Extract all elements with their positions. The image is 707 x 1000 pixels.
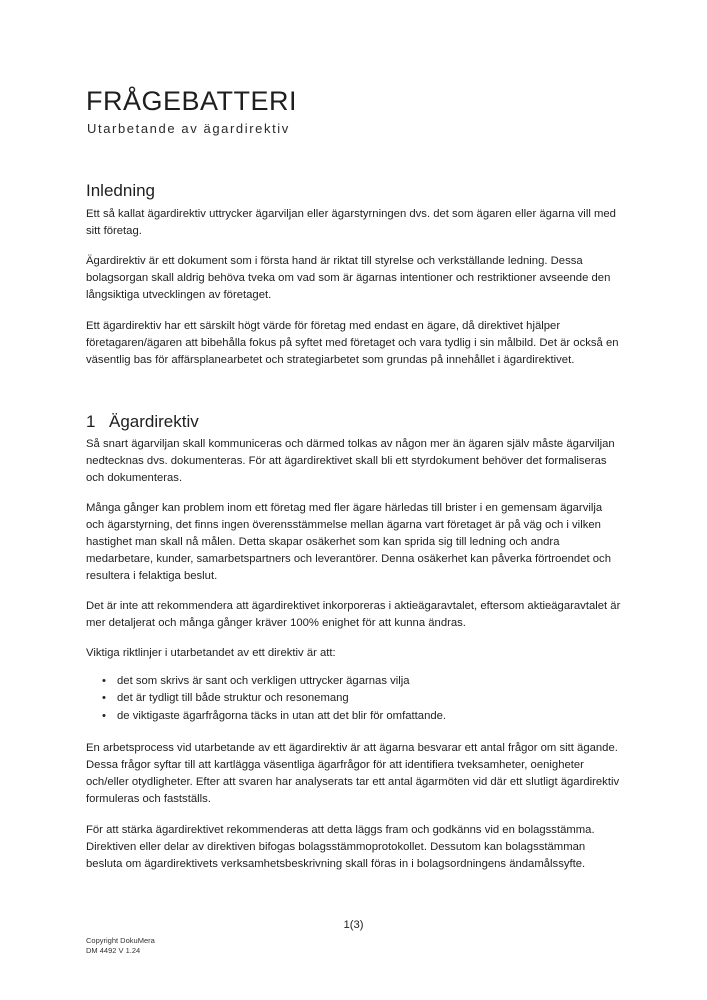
intro-heading: Inledning [86, 181, 156, 200]
section-title: Ägardirektiv [109, 412, 199, 431]
document-title: FRÅGEBATTERI [86, 86, 298, 116]
page-number: 1(3) [343, 919, 364, 931]
section-paragraph: Viktiga riktlinjer i utarbetandet av ett direktiv är att: [86, 647, 336, 659]
list-item-text: det är tydligt till både struktur och resonemang [117, 692, 349, 705]
section-number: 1 [86, 412, 96, 431]
bullet-icon: • [102, 692, 106, 705]
bullet-icon: • [102, 709, 106, 722]
list-item [86, 673, 606, 690]
list-item-text: de viktigaste ägarfrågorna täcks in utan att det blir för omfattande. [117, 709, 447, 722]
section-paragraph: För att stärka ägardirektivet rekommenderas att detta läggs fram och godkänns vid en bolagsstämma. Direktiven eller delar av direktiven bifogas bolagsstämmoprotokollet. Dessutom kan bolagsstämman besluta om ägardirektivets verksamhetsbeskrivning skall föras in i bolagsordningens ändamålssyfte. [86, 824, 595, 870]
section-paragraph: Det är inte att rekommendera att ägardirektivet inkorporeras i aktieägaravtalet, eftersom aktieägaravtalet är mer detaljerat och många gånger kräver 100% enighet för att kunna ändras. [86, 600, 621, 629]
section-paragraph: En arbetsprocess vid utarbetande av ett ägardirektiv är att ägarna besvarar ett antal frågor om sitt ägande. Dessa frågor syftar till att kartlägga väsentliga ägarfrågor för att identifiera tveksamheter, oenigheter och/eller otydligheter. Efter att svaren har analyserats tar ett antal ägarmöten vid där ett slutligt ägardirektiv formuleras och fastställs. [86, 742, 620, 805]
intro-paragraph: Ett ägardirektiv har ett särskilt högt värde för företag med endast en ägare, då direktivet hjälper företagaren/ägaren att bibehålla fokus på syftet med företaget och vara tydlig i sin målbild. Det är också en väsentlig bas för affärsplanearbetet och strategiarbetet som grundas på innehållet i ägardirektivet. [86, 320, 619, 366]
section-paragraph: Så snart ägarviljan skall kommuniceras och därmed tolkas av någon mer än ägaren själv måste ägarviljan nedtecknas dvs. dokumenteras. För att ägardirektivet skall bli ett styrdokument behöver det formaliseras och dokumenteras. [86, 438, 615, 484]
intro-paragraph: Ett så kallat ägardirektiv uttrycker ägarviljan eller ägarstyrningen dvs. det som ägaren eller ägarna vill med sitt företag. [86, 208, 616, 237]
list-item [86, 708, 606, 725]
footer-copyright: Copyright DokuMera [86, 936, 155, 945]
guideline-list [86, 673, 606, 725]
document-subtitle: Utarbetande av ägardirektiv [87, 121, 290, 136]
list-item-text: det som skrivs är sant och verkligen uttrycker ägarnas vilja [117, 675, 410, 687]
section-heading [86, 412, 199, 432]
section-paragraph: Många gånger kan problem inom ett företag med fler ägare härledas till brister i en gemensam ägarvilja och ägarstyrning, det finns ingen överensstämmelse mellan ägarna vart företaget är på väg och i vilken hastighet man skall nå målen. Detta skapar osäkerhet som kan sprida sig till ledning och andra medarbetare, kunder, samarbetspartners och leverantörer. Denna osäkerhet kan påverka förtroendet och resultera i felaktiga beslut. [86, 502, 611, 582]
list-item [86, 690, 606, 707]
intro-paragraph: Ägardirektiv är ett dokument som i första hand är riktat till styrelse och verkställande ledning. Dessa bolagsorgan skall aldrig behöva tveka om vad som är ägarnas intentioner och restriktioner avseende den långsiktiga utvecklingen av företaget. [86, 255, 611, 301]
bullet-icon: • [102, 675, 106, 687]
footer [86, 936, 155, 956]
footer-doc-id: DM 4492 V 1.24 [86, 946, 141, 955]
